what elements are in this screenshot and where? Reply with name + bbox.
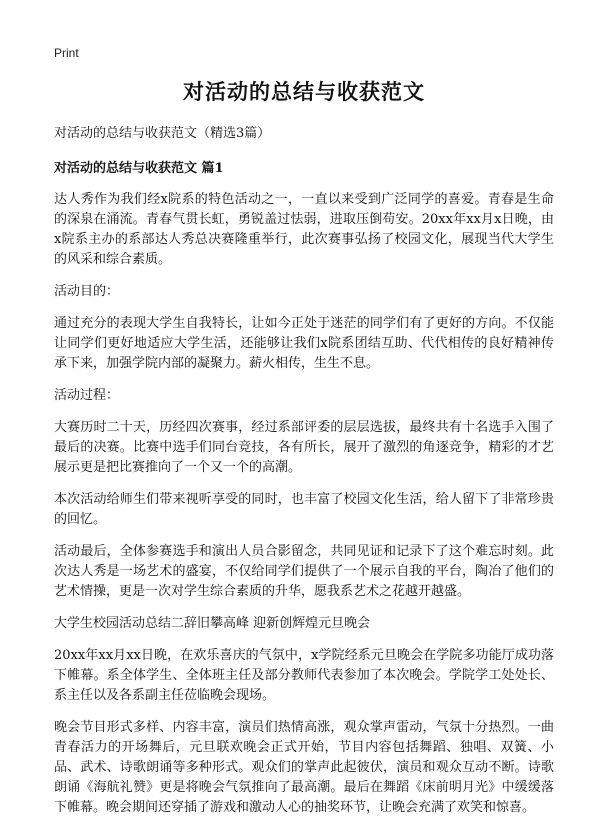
label-purpose: 活动目的： [54, 284, 120, 299]
section-heading: 对活动的总结与收获范文 篇1 [54, 161, 224, 176]
paragraph-gala-intro: 20xx年xx月xx日晚，在欢乐喜庆的气氛中，x学院经系元旦晚会在学院多功能厅成功落下帷幕。系全体学生、全体班主任及部分教师代表参加了本次晚会。学院学工处处长、系主任以及各系副主任莅临晚会现场。 [54, 648, 554, 703]
paragraph-intro: 达人秀作为我们经x院系的特色活动之一，一直以来受到广泛同学的喜爱。青春是生命的深泉在涌流。青春气贯长虹，勇锐盖过怯弱，进取压倒苟安。20xx年xx月x日晚，由x院系主办的系部达人秀总决赛隆重举行，此次赛事弘扬了校园文化，展现当代大学生的风采和综合素质。 [54, 192, 554, 267]
paragraph-closing: 活动最后，全体参赛选手和演出人员合影留念，共同见证和记录下了这个难忘时刻。此次达人秀是一场艺术的盛宴，不仅给同学们提供了一个展示自我的平台，陶冶了他们的艺术情操，更是一次对学生综合素质的升华，愿我系艺术之花越开越盛。 [54, 544, 554, 599]
paragraph-purpose: 通过充分的表现大学生自我特长，让如今正处于迷茫的同学们有了更好的方向。不仅能让同学们更好地适应大学生活，还能够让我们x院系团结互助、代代相传的良好精神传承下来，加强学院内部的凝聚力。薪火相传，生生不息。 [54, 316, 554, 371]
document-subtitle: 对活动的总结与收获范文（精选3篇） [54, 126, 271, 141]
paragraph-gala-program: 晚会节目形式多样、内容丰富，演员们热情高涨，观众掌声雷动，气氛十分热烈。一曲青春活力的开场舞后，元旦联欢晚会正式开始，节目内容包括舞蹈、独唱、双簧、小品、武术、诗歌朗诵等多种形式。观众们的掌声此起彼伏，演员和观众互动不断。诗歌朗诵《海航礼赞》更是将晚会气氛推向了最高潮。最后在舞蹈《床前明月光》中缓缓落下帷幕。晚会期间还穿插了游戏和激动人心的抽奖环节，让晚会充满了欢笑和惊喜。 [54, 720, 554, 815]
print-link[interactable]: Print [54, 46, 79, 60]
label-new-year-gala: 大学生校园活动总结二辞旧攀高峰 迎新创辉煌元旦晚会 [54, 616, 371, 631]
document-body [54, 76, 554, 830]
page-title: 对活动的总结与收获范文 [183, 79, 425, 104]
paragraph-process: 大赛历时二十天，历经四次赛事，经过系部评委的层层选拔，最终共有十名选手入围了最后的决赛。比赛中选手们同台竞技，各有所长，展开了激烈的角逐竞争，精彩的才艺展示更是把比赛推向了一个又一个的高潮。 [54, 420, 554, 475]
label-process: 活动过程： [54, 388, 120, 403]
paragraph-impact: 本次活动给师生们带来视听享受的同时，也丰富了校园文化生活，给人留下了非常珍贵的回忆。 [54, 492, 554, 527]
